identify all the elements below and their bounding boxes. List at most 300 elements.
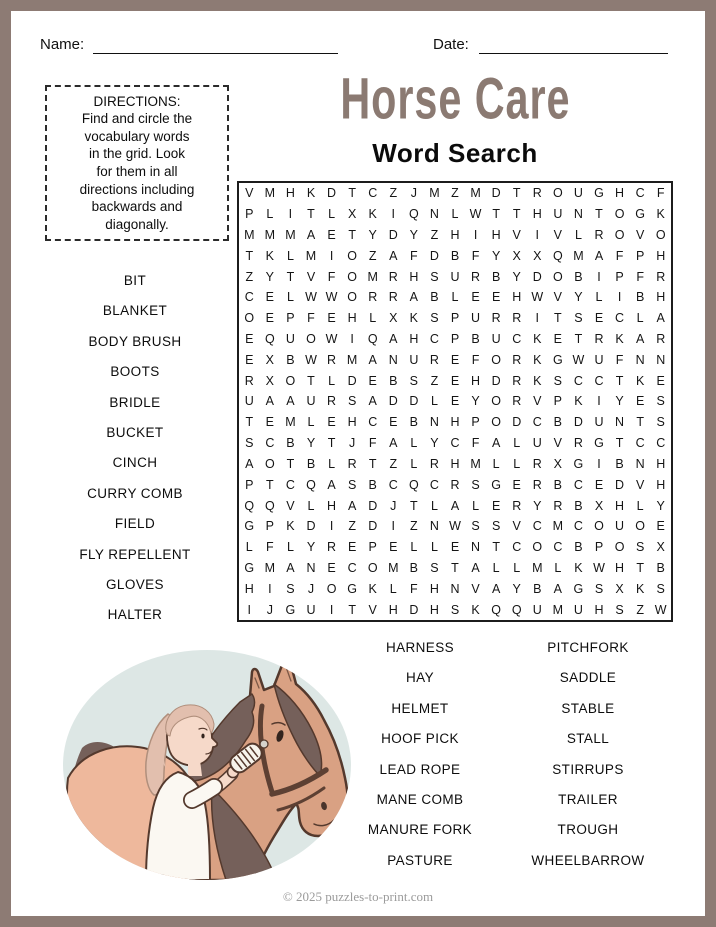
grid-cell[interactable]: C bbox=[285, 477, 295, 492]
grid-cell[interactable]: S bbox=[635, 540, 645, 555]
grid-cell[interactable]: Z bbox=[451, 186, 459, 201]
grid-cell[interactable]: Y bbox=[615, 394, 624, 409]
grid-cell[interactable]: U bbox=[285, 332, 295, 347]
grid-cell[interactable]: B bbox=[574, 540, 583, 555]
grid-cell[interactable]: X bbox=[389, 311, 398, 326]
grid-cell[interactable]: N bbox=[450, 581, 460, 596]
grid-cell[interactable]: T bbox=[327, 436, 336, 451]
grid-cell[interactable]: H bbox=[615, 560, 625, 575]
grid-cell[interactable]: S bbox=[430, 560, 439, 575]
grid-cell[interactable]: H bbox=[347, 311, 357, 326]
grid-cell[interactable]: C bbox=[573, 477, 583, 492]
grid-cell[interactable]: T bbox=[636, 560, 644, 575]
grid-cell[interactable]: N bbox=[635, 352, 645, 367]
grid-cell[interactable]: R bbox=[327, 394, 337, 409]
grid-cell[interactable]: M bbox=[264, 228, 276, 243]
grid-cell[interactable]: L bbox=[554, 560, 562, 575]
grid-cell[interactable]: C bbox=[635, 186, 645, 201]
grid-cell[interactable]: A bbox=[389, 436, 398, 451]
grid-cell[interactable]: H bbox=[327, 498, 337, 513]
grid-cell[interactable]: L bbox=[574, 228, 582, 243]
grid-cell[interactable]: Y bbox=[265, 269, 275, 284]
grid-cell[interactable]: S bbox=[594, 581, 604, 596]
grid-cell[interactable]: O bbox=[326, 581, 337, 596]
grid-cell[interactable]: K bbox=[368, 207, 377, 222]
grid-cell[interactable]: F bbox=[410, 581, 418, 596]
grid-cell[interactable]: R bbox=[327, 352, 337, 367]
grid-cell[interactable]: F bbox=[368, 436, 377, 451]
grid-cell[interactable]: Y bbox=[574, 290, 583, 305]
grid-cell[interactable]: L bbox=[286, 290, 294, 305]
grid-cell[interactable]: M bbox=[573, 248, 584, 263]
grid-cell[interactable]: R bbox=[573, 436, 583, 451]
grid-cell[interactable]: K bbox=[533, 373, 542, 388]
grid-cell[interactable]: H bbox=[656, 290, 666, 305]
grid-cell[interactable]: E bbox=[389, 540, 398, 555]
grid-cell[interactable]: M bbox=[552, 519, 564, 534]
grid-cell[interactable]: H bbox=[429, 581, 439, 596]
grid-cell[interactable]: E bbox=[471, 290, 480, 305]
grid-cell[interactable]: A bbox=[368, 394, 377, 409]
grid-cell[interactable]: T bbox=[245, 415, 254, 430]
grid-cell[interactable]: B bbox=[306, 456, 316, 471]
grid-cell[interactable]: N bbox=[656, 352, 666, 367]
grid-cell[interactable]: Q bbox=[244, 498, 255, 513]
grid-cell[interactable]: N bbox=[429, 415, 439, 430]
grid-cell[interactable]: G bbox=[573, 456, 584, 471]
grid-cell[interactable]: H bbox=[615, 186, 625, 201]
grid-cell[interactable]: S bbox=[286, 581, 295, 596]
grid-cell[interactable]: S bbox=[471, 477, 480, 492]
grid-cell[interactable]: R bbox=[512, 311, 522, 326]
grid-cell[interactable]: W bbox=[531, 290, 544, 305]
grid-cell[interactable]: U bbox=[532, 602, 542, 617]
grid-cell[interactable]: H bbox=[491, 228, 501, 243]
grid-cell[interactable]: F bbox=[471, 248, 480, 263]
grid-cell[interactable]: L bbox=[513, 456, 521, 471]
grid-cell[interactable]: E bbox=[389, 415, 398, 430]
grid-cell[interactable]: A bbox=[265, 394, 275, 409]
grid-cell[interactable]: R bbox=[656, 269, 666, 284]
grid-cell[interactable]: U bbox=[573, 186, 583, 201]
grid-cell[interactable]: S bbox=[430, 311, 439, 326]
grid-cell[interactable]: W bbox=[305, 290, 317, 305]
grid-cell[interactable]: D bbox=[368, 519, 378, 534]
grid-cell[interactable]: B bbox=[286, 436, 295, 451]
grid-cell[interactable]: E bbox=[245, 352, 254, 367]
grid-cell[interactable]: T bbox=[615, 373, 624, 388]
grid-cell[interactable]: B bbox=[368, 477, 377, 492]
grid-cell[interactable]: I bbox=[473, 228, 478, 243]
grid-cell[interactable]: Y bbox=[656, 498, 665, 513]
grid-cell[interactable]: P bbox=[450, 332, 460, 347]
grid-cell[interactable]: E bbox=[327, 311, 336, 326]
grid-cell[interactable]: F bbox=[471, 436, 480, 451]
grid-cell[interactable]: P bbox=[245, 207, 254, 222]
grid-cell[interactable]: Z bbox=[389, 456, 398, 471]
grid-cell[interactable]: S bbox=[450, 602, 460, 617]
grid-cell[interactable]: L bbox=[286, 248, 294, 263]
grid-cell[interactable]: L bbox=[636, 311, 644, 326]
grid-cell[interactable]: C bbox=[532, 415, 542, 430]
grid-cell[interactable]: H bbox=[450, 415, 460, 430]
grid-cell[interactable]: M bbox=[367, 269, 378, 284]
grid-cell[interactable]: D bbox=[615, 477, 625, 492]
grid-cell[interactable]: S bbox=[430, 269, 439, 284]
grid-cell[interactable]: O bbox=[347, 248, 357, 263]
grid-cell[interactable]: C bbox=[532, 519, 542, 534]
grid-cell[interactable]: S bbox=[656, 415, 665, 430]
grid-cell[interactable]: Z bbox=[430, 228, 439, 243]
grid-cell[interactable]: D bbox=[429, 248, 439, 263]
grid-cell[interactable]: Y bbox=[409, 228, 419, 243]
grid-cell[interactable]: M bbox=[285, 415, 296, 430]
grid-cell[interactable]: Z bbox=[348, 519, 356, 534]
grid-cell[interactable]: L bbox=[451, 290, 459, 305]
grid-cell[interactable]: O bbox=[491, 394, 501, 409]
grid-cell[interactable]: J bbox=[307, 581, 315, 596]
grid-cell[interactable]: U bbox=[306, 602, 316, 617]
grid-cell[interactable]: I bbox=[535, 228, 540, 243]
grid-cell[interactable]: I bbox=[288, 207, 293, 222]
grid-cell[interactable]: E bbox=[265, 311, 275, 326]
grid-cell[interactable]: T bbox=[307, 373, 315, 388]
grid-cell[interactable]: R bbox=[512, 394, 522, 409]
grid-cell[interactable]: A bbox=[368, 352, 377, 367]
grid-cell[interactable]: T bbox=[451, 560, 459, 575]
grid-cell[interactable]: L bbox=[307, 498, 315, 513]
grid-cell[interactable]: V bbox=[286, 498, 295, 513]
grid-cell[interactable]: K bbox=[286, 519, 295, 534]
grid-cell[interactable]: A bbox=[306, 228, 316, 243]
grid-cell[interactable]: D bbox=[409, 394, 419, 409]
grid-cell[interactable]: B bbox=[286, 352, 295, 367]
grid-cell[interactable]: R bbox=[553, 498, 563, 513]
grid-cell[interactable]: M bbox=[429, 186, 440, 201]
grid-cell[interactable]: K bbox=[533, 352, 542, 367]
grid-cell[interactable]: R bbox=[368, 290, 378, 305]
grid-cell[interactable]: Q bbox=[491, 602, 501, 617]
grid-cell[interactable]: C bbox=[553, 540, 563, 555]
grid-cell[interactable]: C bbox=[265, 436, 275, 451]
grid-cell[interactable]: Y bbox=[512, 269, 521, 284]
grid-cell[interactable]: I bbox=[391, 207, 396, 222]
grid-cell[interactable]: F bbox=[327, 269, 336, 284]
grid-cell[interactable]: S bbox=[656, 581, 665, 596]
grid-cell[interactable]: G bbox=[347, 581, 357, 596]
grid-cell[interactable]: N bbox=[429, 519, 439, 534]
grid-cell[interactable]: S bbox=[553, 373, 563, 388]
grid-cell[interactable]: H bbox=[285, 186, 295, 201]
grid-cell[interactable]: R bbox=[594, 332, 604, 347]
grid-cell[interactable]: D bbox=[388, 394, 398, 409]
grid-cell[interactable]: L bbox=[430, 498, 438, 513]
grid-cell[interactable]: Q bbox=[367, 332, 378, 347]
grid-cell[interactable]: R bbox=[388, 269, 398, 284]
grid-cell[interactable]: X bbox=[347, 207, 357, 222]
grid-cell[interactable]: R bbox=[450, 477, 460, 492]
grid-cell[interactable]: V bbox=[306, 269, 316, 284]
grid-cell[interactable]: H bbox=[594, 602, 604, 617]
grid-cell[interactable]: B bbox=[574, 269, 583, 284]
grid-cell[interactable]: N bbox=[471, 540, 481, 555]
grid-cell[interactable]: U bbox=[573, 602, 583, 617]
grid-cell[interactable]: E bbox=[512, 477, 521, 492]
grid-cell[interactable]: J bbox=[410, 186, 417, 201]
grid-cell[interactable]: R bbox=[429, 456, 439, 471]
grid-cell[interactable]: B bbox=[553, 477, 563, 492]
grid-cell[interactable]: A bbox=[635, 332, 645, 347]
grid-cell[interactable]: F bbox=[656, 186, 665, 201]
grid-cell[interactable]: C bbox=[244, 290, 254, 305]
grid-cell[interactable]: O bbox=[552, 269, 563, 284]
grid-cell[interactable]: R bbox=[656, 332, 666, 347]
grid-cell[interactable]: L bbox=[328, 456, 336, 471]
grid-cell[interactable]: C bbox=[615, 311, 625, 326]
grid-cell[interactable]: F bbox=[471, 352, 480, 367]
grid-cell[interactable]: P bbox=[368, 540, 377, 555]
grid-cell[interactable]: C bbox=[450, 436, 460, 451]
grid-cell[interactable]: I bbox=[329, 519, 334, 534]
grid-cell[interactable]: Y bbox=[533, 498, 542, 513]
grid-cell[interactable]: C bbox=[347, 560, 357, 575]
grid-cell[interactable]: C bbox=[635, 436, 645, 451]
grid-cell[interactable]: K bbox=[574, 560, 583, 575]
grid-cell[interactable]: V bbox=[553, 436, 563, 451]
grid-cell[interactable]: J bbox=[349, 436, 356, 451]
grid-cell[interactable]: C bbox=[388, 477, 398, 492]
grid-cell[interactable]: T bbox=[554, 311, 562, 326]
grid-cell[interactable]: P bbox=[594, 540, 604, 555]
grid-cell[interactable]: X bbox=[265, 373, 275, 388]
grid-cell[interactable]: E bbox=[491, 290, 501, 305]
grid-cell[interactable]: W bbox=[325, 290, 338, 305]
grid-cell[interactable]: D bbox=[306, 519, 316, 534]
grid-cell[interactable]: G bbox=[594, 436, 604, 451]
grid-cell[interactable]: B bbox=[656, 560, 665, 575]
grid-cell[interactable]: L bbox=[307, 415, 315, 430]
grid-cell[interactable]: O bbox=[655, 228, 666, 243]
grid-cell[interactable]: F bbox=[266, 540, 274, 555]
grid-cell[interactable]: H bbox=[409, 332, 419, 347]
grid-cell[interactable]: F bbox=[410, 248, 418, 263]
grid-cell[interactable]: R bbox=[491, 311, 501, 326]
grid-cell[interactable]: Q bbox=[264, 498, 275, 513]
grid-cell[interactable]: F bbox=[615, 248, 624, 263]
grid-cell[interactable]: Q bbox=[264, 332, 275, 347]
grid-cell[interactable]: V bbox=[512, 228, 521, 243]
grid-cell[interactable]: B bbox=[615, 456, 624, 471]
grid-cell[interactable]: H bbox=[347, 415, 357, 430]
grid-cell[interactable]: U bbox=[594, 415, 604, 430]
grid-cell[interactable]: N bbox=[635, 456, 645, 471]
grid-cell[interactable]: S bbox=[409, 373, 419, 388]
grid-cell[interactable]: R bbox=[532, 186, 542, 201]
grid-cell[interactable]: L bbox=[430, 394, 438, 409]
grid-cell[interactable]: K bbox=[635, 581, 645, 596]
grid-cell[interactable]: S bbox=[471, 519, 480, 534]
grid-cell[interactable]: F bbox=[307, 311, 315, 326]
grid-cell[interactable]: L bbox=[286, 540, 294, 555]
grid-cell[interactable]: V bbox=[245, 186, 254, 201]
grid-cell[interactable]: O bbox=[367, 560, 378, 575]
grid-cell[interactable]: I bbox=[597, 269, 601, 284]
grid-cell[interactable]: A bbox=[471, 560, 480, 575]
grid-cell[interactable]: I bbox=[391, 519, 396, 534]
grid-cell[interactable]: N bbox=[429, 207, 439, 222]
grid-cell[interactable]: L bbox=[266, 207, 274, 222]
grid-cell[interactable]: B bbox=[491, 269, 501, 284]
grid-cell[interactable]: M bbox=[285, 228, 296, 243]
grid-cell[interactable]: N bbox=[388, 352, 398, 367]
grid-cell[interactable]: K bbox=[265, 248, 275, 263]
grid-cell[interactable]: E bbox=[553, 332, 563, 347]
grid-cell[interactable]: Y bbox=[306, 540, 316, 555]
grid-cell[interactable]: B bbox=[409, 560, 419, 575]
grid-cell[interactable]: V bbox=[635, 477, 645, 492]
grid-cell[interactable]: T bbox=[348, 186, 356, 201]
grid-cell[interactable]: V bbox=[368, 602, 377, 617]
grid-cell[interactable]: R bbox=[388, 290, 398, 305]
grid-cell[interactable]: G bbox=[573, 581, 584, 596]
grid-cell[interactable]: R bbox=[532, 456, 542, 471]
grid-cell[interactable]: N bbox=[615, 415, 625, 430]
grid-cell[interactable]: M bbox=[264, 560, 276, 575]
grid-cell[interactable]: G bbox=[635, 207, 645, 222]
grid-cell[interactable]: V bbox=[533, 394, 542, 409]
grid-cell[interactable]: R bbox=[244, 373, 254, 388]
date-blank-line[interactable] bbox=[479, 35, 668, 54]
grid-cell[interactable]: E bbox=[594, 477, 604, 492]
grid-cell[interactable]: P bbox=[286, 311, 295, 326]
grid-cell[interactable]: U bbox=[306, 394, 316, 409]
grid-cell[interactable]: G bbox=[244, 560, 255, 575]
grid-cell[interactable]: B bbox=[471, 332, 480, 347]
grid-cell[interactable]: C bbox=[656, 436, 666, 451]
grid-cell[interactable]: T bbox=[410, 498, 418, 513]
grid-cell[interactable]: E bbox=[594, 311, 604, 326]
grid-cell[interactable]: E bbox=[450, 540, 460, 555]
grid-cell[interactable]: Y bbox=[306, 436, 316, 451]
grid-cell[interactable]: Q bbox=[408, 477, 419, 492]
grid-cell[interactable]: D bbox=[573, 415, 583, 430]
grid-cell[interactable]: O bbox=[264, 456, 275, 471]
grid-cell[interactable]: I bbox=[617, 290, 622, 305]
grid-cell[interactable]: S bbox=[347, 394, 357, 409]
grid-cell[interactable]: T bbox=[348, 602, 356, 617]
grid-cell[interactable]: J bbox=[390, 498, 397, 513]
grid-cell[interactable]: K bbox=[615, 332, 624, 347]
grid-cell[interactable]: T bbox=[512, 207, 521, 222]
grid-cell[interactable]: H bbox=[388, 602, 398, 617]
grid-cell[interactable]: U bbox=[471, 311, 481, 326]
grid-cell[interactable]: A bbox=[553, 581, 563, 596]
grid-cell[interactable]: R bbox=[429, 352, 439, 367]
grid-cell[interactable]: L bbox=[389, 581, 397, 596]
grid-cell[interactable]: R bbox=[594, 228, 604, 243]
grid-cell[interactable]: Y bbox=[368, 228, 377, 243]
grid-cell[interactable]: U bbox=[553, 207, 563, 222]
grid-cell[interactable]: K bbox=[574, 394, 583, 409]
grid-cell[interactable]: U bbox=[450, 269, 460, 284]
grid-cell[interactable]: E bbox=[491, 498, 501, 513]
grid-cell[interactable]: H bbox=[409, 269, 419, 284]
grid-cell[interactable]: O bbox=[306, 332, 316, 347]
grid-cell[interactable]: K bbox=[368, 581, 377, 596]
grid-cell[interactable]: E bbox=[656, 373, 665, 388]
grid-cell[interactable]: C bbox=[429, 477, 439, 492]
grid-cell[interactable]: E bbox=[368, 373, 377, 388]
grid-cell[interactable]: B bbox=[409, 415, 419, 430]
grid-cell[interactable]: U bbox=[532, 436, 542, 451]
grid-cell[interactable]: U bbox=[409, 352, 419, 367]
grid-cell[interactable]: M bbox=[305, 248, 317, 263]
grid-cell[interactable]: J bbox=[266, 602, 273, 617]
grid-cell[interactable]: L bbox=[410, 436, 418, 451]
grid-cell[interactable]: L bbox=[245, 540, 253, 555]
grid-cell[interactable]: K bbox=[533, 332, 542, 347]
grid-cell[interactable]: O bbox=[532, 540, 543, 555]
grid-cell[interactable]: Q bbox=[408, 207, 419, 222]
grid-cell[interactable]: A bbox=[491, 436, 501, 451]
grid-cell[interactable]: P bbox=[635, 248, 645, 263]
grid-cell[interactable]: W bbox=[593, 560, 605, 575]
grid-cell[interactable]: D bbox=[368, 498, 378, 513]
grid-cell[interactable]: V bbox=[553, 228, 563, 243]
grid-cell[interactable]: M bbox=[532, 560, 543, 575]
grid-cell[interactable]: T bbox=[492, 540, 500, 555]
grid-cell[interactable]: P bbox=[245, 477, 254, 492]
grid-cell[interactable]: N bbox=[306, 560, 316, 575]
grid-cell[interactable]: E bbox=[265, 415, 275, 430]
grid-cell[interactable]: L bbox=[430, 540, 438, 555]
grid-cell[interactable]: T bbox=[512, 186, 521, 201]
grid-cell[interactable]: C bbox=[512, 332, 522, 347]
grid-cell[interactable]: O bbox=[244, 311, 255, 326]
grid-cell[interactable]: G bbox=[244, 519, 255, 534]
grid-cell[interactable]: Z bbox=[430, 373, 439, 388]
grid-cell[interactable]: P bbox=[471, 415, 480, 430]
grid-cell[interactable]: S bbox=[615, 602, 624, 617]
grid-cell[interactable]: O bbox=[635, 519, 645, 534]
grid-cell[interactable]: T bbox=[636, 415, 644, 430]
name-blank-line[interactable] bbox=[93, 35, 338, 54]
grid-cell[interactable]: W bbox=[572, 352, 585, 367]
grid-cell[interactable]: C bbox=[594, 373, 604, 388]
grid-cell[interactable]: A bbox=[450, 498, 460, 513]
grid-cell[interactable]: R bbox=[471, 269, 481, 284]
grid-cell[interactable]: T bbox=[615, 436, 624, 451]
grid-cell[interactable]: A bbox=[409, 290, 419, 305]
grid-cell[interactable]: F bbox=[615, 352, 624, 367]
grid-cell[interactable]: Z bbox=[245, 269, 254, 284]
grid-cell[interactable]: B bbox=[635, 290, 645, 305]
grid-cell[interactable]: K bbox=[306, 186, 316, 201]
grid-cell[interactable]: L bbox=[595, 290, 603, 305]
grid-cell[interactable]: K bbox=[635, 373, 645, 388]
grid-cell[interactable]: I bbox=[268, 581, 272, 596]
grid-cell[interactable]: Z bbox=[410, 519, 418, 534]
grid-cell[interactable]: I bbox=[350, 332, 354, 347]
grid-cell[interactable]: T bbox=[492, 207, 500, 222]
grid-cell[interactable]: X bbox=[594, 498, 604, 513]
grid-cell[interactable]: Z bbox=[636, 602, 644, 617]
grid-cell[interactable]: A bbox=[245, 456, 254, 471]
grid-cell[interactable]: H bbox=[656, 477, 666, 492]
grid-cell[interactable]: M bbox=[264, 186, 276, 201]
grid-cell[interactable]: O bbox=[491, 352, 501, 367]
grid-cell[interactable]: I bbox=[329, 248, 334, 263]
